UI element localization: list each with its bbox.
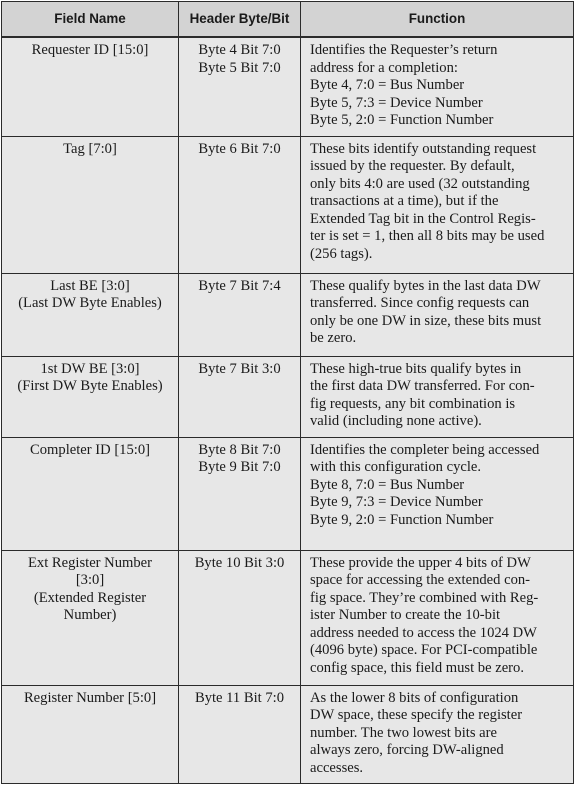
function-cell	[301, 356, 574, 437]
table-body	[2, 37, 574, 784]
field-name-cell	[2, 685, 179, 784]
table-row	[2, 37, 574, 136]
field-name-cell	[2, 437, 179, 550]
cell-text-line: transactions at a time), but if the	[310, 193, 499, 209]
cell-text-line: (4096 byte) space. For PCI-compatible	[310, 642, 538, 658]
header-byte-bit-cell	[179, 37, 301, 136]
cell-text-line: Byte 5 Bit 7:0	[198, 59, 281, 76]
cell-text-line: (256 tags).	[310, 245, 373, 262]
cell-text-line: with this configuration cycle.	[310, 459, 482, 475]
header-byte-bit-cell	[179, 356, 301, 437]
cell-text-line: Identifies the completer being accessed	[310, 441, 540, 458]
header-byte-bit-cell	[179, 273, 301, 356]
cell-text-line: only bits 4:0 are used (32 outstanding	[310, 175, 530, 192]
cell-text-line: These provide the upper 4 bits of DW	[310, 554, 531, 571]
header-byte-bit: Header Byte/Bit	[179, 2, 301, 38]
cell-text-line: Byte 8, 7:0 = Bus Number	[310, 476, 465, 493]
cell-text-line: always zero, forcing DW-aligned	[310, 742, 504, 758]
cell-text-line: 1st DW BE [3:0]	[40, 360, 140, 377]
cell-text-line: Byte 10 Bit 3:0	[194, 554, 285, 571]
cell-text-line: accesses.	[310, 759, 364, 776]
cell-text-line: [3:0]	[75, 572, 105, 588]
cell-text-line: transferred. Since config requests can	[310, 295, 530, 311]
cell-text-line: Byte 11 Bit 7:0	[194, 689, 285, 706]
cell-text-line: These bits identify outstanding request	[310, 140, 537, 157]
field-name-cell	[2, 356, 179, 437]
cell-text-line: (First DW Byte Enables)	[17, 378, 163, 394]
cell-text-line: Extended Tag bit in the Control Regis-	[310, 210, 536, 227]
header-byte-bit-cell	[179, 550, 301, 685]
cell-text-line: Byte 9, 2:0 = Function Number	[310, 511, 494, 528]
cell-text-line: These high-true bits qualify bytes in	[310, 360, 522, 377]
cell-text-line: Completer ID [15:0]	[30, 441, 150, 458]
cell-text-line: These qualify bytes in the last data DW	[310, 277, 541, 294]
field-name-cell	[2, 550, 179, 685]
cell-text-line: Tag [7:0]	[63, 140, 117, 157]
cell-text-line: space for accessing the extended con-	[310, 572, 531, 588]
table-row	[2, 136, 574, 273]
cell-text-line: ister Number to create the 10-bit	[310, 607, 501, 623]
cell-text-line: address for a completion:	[310, 59, 458, 76]
cell-text-line: Number)	[63, 607, 117, 623]
cell-text-line: address needed to access the 1024 DW	[310, 624, 537, 641]
cell-text-line: ter is set = 1, then all 8 bits may be used	[310, 228, 545, 244]
field-name-cell	[2, 273, 179, 356]
cell-text-line: number. The two lowest bits are	[310, 724, 497, 741]
cell-text-line: Identifies the Requester’s return	[310, 42, 498, 58]
cell-text-line: Byte 9 Bit 7:0	[198, 459, 281, 475]
cell-text-line: fig requests, any bit combination is	[310, 395, 516, 412]
field-name-cell	[2, 37, 179, 136]
cell-text-line: Byte 7 Bit 3:0	[198, 360, 281, 377]
function-cell	[301, 685, 574, 784]
field-name-cell	[2, 136, 179, 273]
header-function: Function	[301, 2, 574, 38]
cell-text-line: Byte 4 Bit 7:0	[198, 42, 281, 58]
cell-text-line: Ext Register Number	[27, 554, 153, 571]
cell-text-line: DW space, these specify the register	[310, 707, 523, 723]
table-row	[2, 437, 574, 550]
cell-text-line: issued by the requester. By default,	[310, 158, 515, 174]
header-field-name: Field Name	[2, 2, 179, 38]
table-header-row	[2, 2, 574, 38]
cell-text-line: (Extended Register	[33, 589, 147, 606]
cell-text-line: Byte 6 Bit 7:0	[198, 140, 281, 157]
function-cell	[301, 273, 574, 356]
cell-text-line: As the lower 8 bits of configuration	[310, 689, 519, 706]
header-byte-bit-cell	[179, 685, 301, 784]
function-cell	[301, 37, 574, 136]
header-byte-bit-cell	[179, 437, 301, 550]
cell-text-line: Byte 5, 7:3 = Device Number	[310, 94, 483, 111]
function-cell	[301, 550, 574, 685]
table-row	[2, 685, 574, 784]
cell-text-line: Requester ID [15:0]	[31, 42, 149, 58]
table-row	[2, 356, 574, 437]
cell-text-line: Byte 7 Bit 7:4	[198, 277, 281, 294]
cell-text-line: Last BE [3:0]	[50, 277, 130, 294]
header-fields-table	[1, 1, 574, 784]
cell-text-line: be zero.	[310, 330, 357, 346]
header-byte-bit-cell	[179, 136, 301, 273]
cell-text-line: Byte 9, 7:3 = Device Number	[310, 494, 483, 510]
cell-text-line: config space, this field must be zero.	[310, 659, 524, 676]
cell-text-line: only be one DW in size, these bits must	[310, 312, 542, 329]
cell-text-line: fig space. They’re combined with Reg-	[310, 589, 539, 606]
cell-text-line: Byte 8 Bit 7:0	[198, 441, 281, 458]
function-cell	[301, 437, 574, 550]
table-row	[2, 273, 574, 356]
cell-text-line: Byte 4, 7:0 = Bus Number	[310, 77, 465, 93]
function-cell	[301, 136, 574, 273]
cell-text-line: the first data DW transferred. For con-	[310, 378, 535, 394]
cell-text-line: Byte 5, 2:0 = Function Number	[310, 112, 494, 128]
cell-text-line: valid (including none active).	[310, 413, 482, 429]
table-row	[2, 550, 574, 685]
cell-text-line: Register Number [5:0]	[23, 689, 157, 706]
cell-text-line: (Last DW Byte Enables)	[18, 295, 162, 311]
